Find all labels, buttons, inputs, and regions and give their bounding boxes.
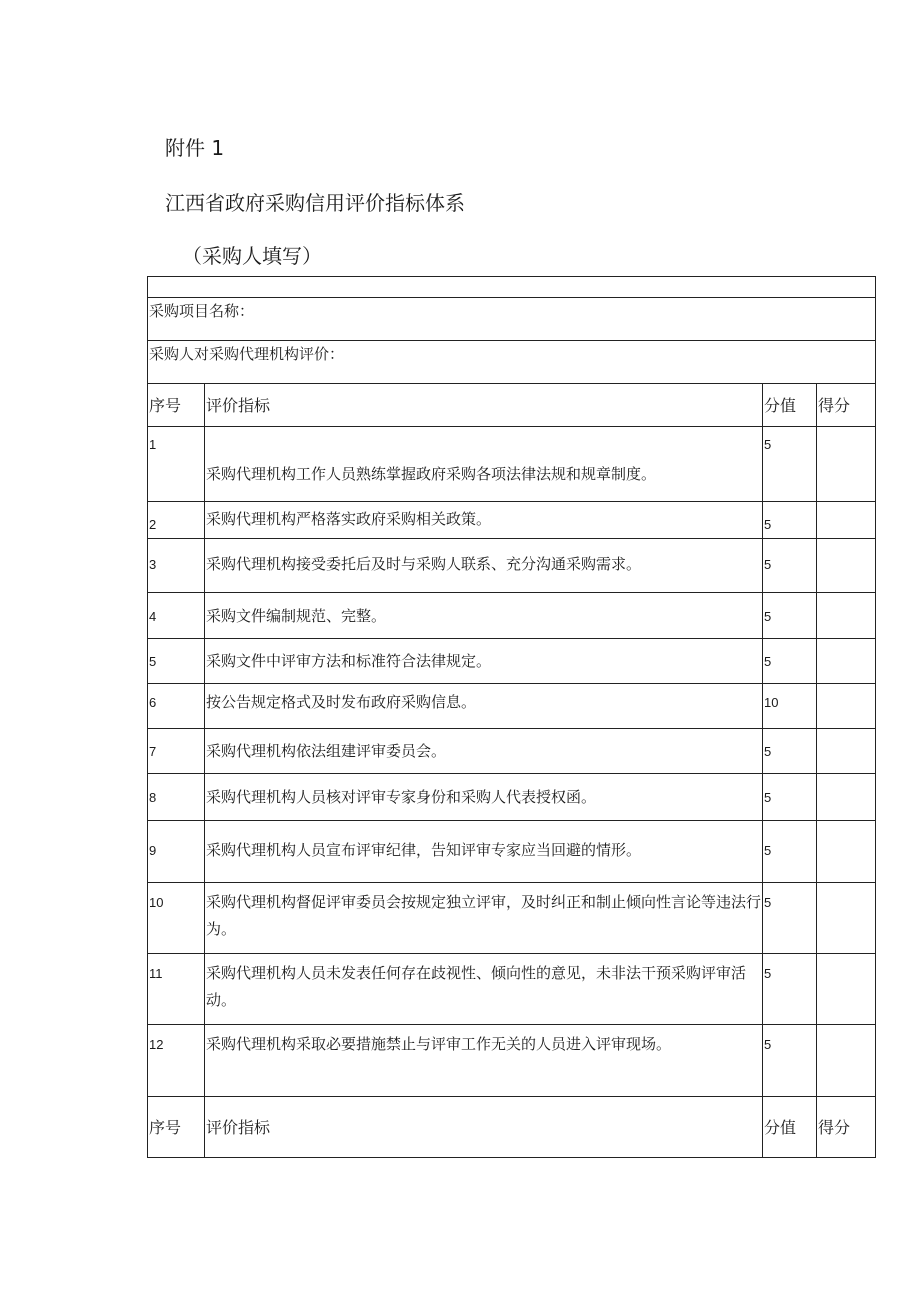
row-score: 5 [763,502,817,539]
row-number: 10 [148,883,205,954]
row-score: 5 [763,1025,817,1097]
row-indicator: 采购代理机构人员宣布评审纪律，告知评审专家应当回避的情形。 [205,821,763,883]
row-number: 8 [148,774,205,821]
row-number: 9 [148,821,205,883]
row-indicator [205,427,763,502]
row-number: 11 [148,954,205,1025]
row-number: 5 [148,639,205,684]
document-subtitle: （采购人填写） [182,244,322,268]
table-row [148,774,876,821]
table-row [148,684,876,729]
column-header-indicator: 评价指标 [205,1097,763,1158]
project-name-row [148,298,876,341]
blank-cell [148,277,876,298]
document-title: 江西省政府采购信用评价指标体系 [165,191,465,215]
row-number: 2 [148,502,205,539]
row-got [817,639,876,684]
row-score: 5 [763,639,817,684]
row-score: 5 [763,774,817,821]
row-score: 5 [763,954,817,1025]
row-score: 10 [763,684,817,729]
row-indicator: 采购代理机构采取必要措施禁止与评审工作无关的人员进入评审现场。 [205,1025,763,1097]
row-got [817,427,876,502]
attachment-label: 附件 1 [165,136,225,160]
row-score: 5 [763,539,817,593]
table-footer-header-row [148,1097,876,1158]
column-header-score: 分值 [763,1097,817,1158]
row-score: 5 [763,883,817,954]
table-row [148,593,876,639]
column-header-no: 序号 [148,1097,205,1158]
row-indicator: 采购代理机构人员未发表任何存在歧视性、倾向性的意见，未非法干预采购评审活动。 [205,954,763,1025]
row-number: 3 [148,539,205,593]
column-header-score: 分值 [763,384,817,427]
row-got [817,821,876,883]
row-indicator: 采购代理机构人员核对评审专家身份和采购人代表授权函。 [205,774,763,821]
row-got [817,502,876,539]
evaluation-label-row [148,341,876,384]
table-header-row [148,384,876,427]
table-row [148,821,876,883]
column-header-no: 序号 [148,384,205,427]
row-indicator: 采购文件编制规范、完整。 [205,593,763,639]
row-got [817,774,876,821]
row-got [817,954,876,1025]
row-indicator: 采购文件中评审方法和标准符合法律规定。 [205,639,763,684]
evaluation-label: 采购人对采购代理机构评价： [148,341,876,384]
row-number: 4 [148,593,205,639]
row-score: 5 [763,427,817,502]
row-number: 1 [148,427,205,502]
project-name-label: 采购项目名称： [148,298,876,341]
table-row [148,1025,876,1097]
column-header-got: 得分 [817,1097,876,1158]
row-number: 12 [148,1025,205,1097]
table-row [148,729,876,774]
row-score: 5 [763,821,817,883]
row-number: 7 [148,729,205,774]
row-got [817,684,876,729]
row-indicator: 采购代理机构依法组建评审委员会。 [205,729,763,774]
row-got [817,729,876,774]
table-row [148,883,876,954]
column-header-got: 得分 [817,384,876,427]
row-number: 6 [148,684,205,729]
table-row [148,427,876,502]
row-got [817,883,876,954]
table-row [148,539,876,593]
row-score: 5 [763,729,817,774]
row-indicator: 采购代理机构接受委托后及时与采购人联系、充分沟通采购需求。 [205,539,763,593]
row-indicator: 采购代理机构严格落实政府采购相关政策。 [205,502,763,539]
table-row [148,502,876,539]
column-header-indicator: 评价指标 [205,384,763,427]
row-score: 5 [763,593,817,639]
table-row [148,954,876,1025]
row-indicator: 按公告规定格式及时发布政府采购信息。 [205,684,763,729]
row-got [817,593,876,639]
row-indicator-text: 采购代理机构工作人员熟练掌握政府采购各项法律法规和规章制度。 [206,465,657,483]
row-indicator: 采购代理机构督促评审委员会按规定独立评审，及时纠正和制止倾向性言论等违法行为。 [205,883,763,954]
row-got [817,539,876,593]
table-row [148,639,876,684]
row-got [817,1025,876,1097]
evaluation-table [147,276,876,1158]
table-top-blank-row [148,277,876,298]
